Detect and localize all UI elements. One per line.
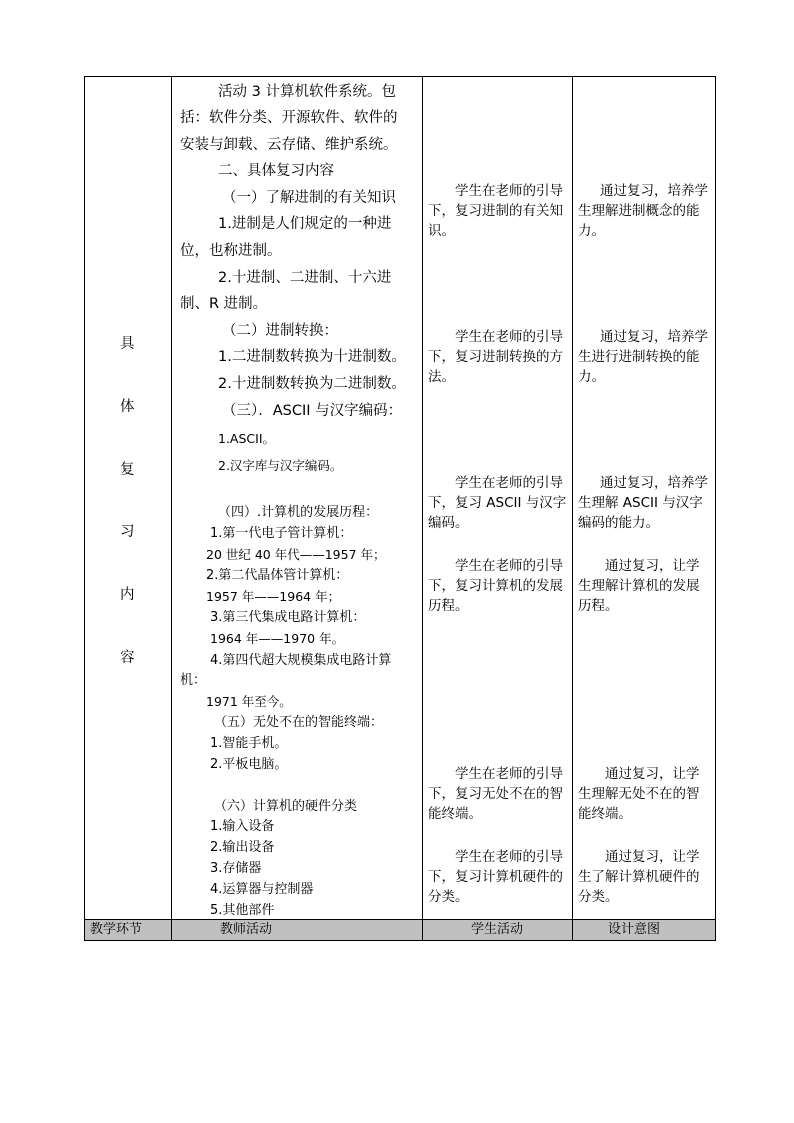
header-div-3: [572, 919, 573, 941]
teacher-line: 1.进制是人们规定的一种进: [218, 216, 392, 232]
table-border-left: [84, 76, 85, 940]
teacher-line: 机：: [180, 673, 207, 688]
design-intent: 通过复习，培养学生进行进制转换的能力。: [578, 329, 708, 385]
row-label-char: 具: [120, 336, 135, 352]
header-div-1: [171, 919, 172, 941]
row-label-char: 容: [120, 650, 135, 666]
teacher-line: 1.二进制数转换为十进制数。: [218, 349, 406, 365]
table-divider-3: [572, 76, 573, 940]
teacher-line: （一）了解进制的有关知识: [222, 190, 396, 206]
header-border-right: [715, 919, 716, 941]
teacher-line: （五）无处不在的智能终端：: [214, 715, 384, 730]
teacher-line: 3.第三代集成电路计算机：: [210, 610, 366, 625]
teacher-line: （三）．ASCII 与汉字编码：: [222, 403, 403, 419]
student-activity: 学生在老师的引导下，复习进制转换的方法。: [428, 329, 563, 385]
student-activity: 学生在老师的引导下，复习无处不在的智能终端。: [428, 766, 563, 822]
design-intent: 通过复习，培养学生理解 ASCII 与汉字编码的能力。: [578, 475, 708, 531]
teacher-line: （六）计算机的硬件分类: [214, 799, 358, 814]
teacher-line: 1.第一代电子管计算机：: [210, 526, 353, 541]
teacher-line: 位，也称进制。: [180, 243, 282, 259]
teacher-line: 2.平板电脑。: [210, 757, 288, 772]
student-activity: 学生在老师的引导下，复习进制的有关知识。: [428, 183, 563, 239]
teacher-line: 2.第二代晶体管计算机：: [206, 568, 349, 583]
student-activity: 学生在老师的引导下，复习计算机的发展历程。: [428, 558, 563, 614]
teacher-line: （二）进制转换：: [222, 323, 338, 339]
row-label-char: 习: [120, 524, 135, 540]
teacher-line: 20 世纪 40 年代——1957 年；: [206, 547, 386, 562]
teacher-line: 1.输入设备: [210, 819, 275, 834]
teacher-line: 1964 年——1970 年。: [210, 631, 345, 646]
table-border-right: [715, 76, 716, 940]
teacher-line: 二、具体复习内容: [218, 163, 334, 179]
header-teaching-stage: 教学环节: [90, 922, 143, 937]
design-intent: 通过复习，培养学生理解进制概念的能力。: [578, 183, 708, 239]
teacher-line: 1957 年——1964 年；: [206, 589, 341, 604]
teacher-line: 制、R 进制。: [180, 296, 268, 312]
row-label-char: 内: [120, 587, 135, 603]
student-activity: 学生在老师的引导下，复习 ASCII 与汉字编码。: [428, 475, 567, 531]
teacher-line: （四）.计算机的发展历程：: [218, 505, 379, 520]
teacher-line: 4.第四代超大规模集成电路计算: [210, 653, 392, 668]
header-border-left: [84, 919, 85, 941]
teacher-line: 1.智能手机。: [210, 736, 288, 751]
header-design-intent: 设计意图: [608, 922, 661, 937]
teacher-line: 1.ASCII。: [218, 431, 276, 446]
teacher-line: 4.运算器与控制器: [210, 882, 314, 897]
teacher-line: 3.存储器: [210, 861, 262, 876]
row-label-char: 复: [120, 462, 135, 478]
teacher-line: 括：软件分类、开源软件、软件的: [180, 110, 398, 126]
teacher-line: 2.十进制、二进制、十六进: [218, 270, 392, 286]
teacher-line: 1971 年至今。: [206, 694, 292, 709]
design-intent: 通过复习，让学生了解计算机硬件的分类。: [578, 849, 700, 905]
teacher-line: 2.汉字库与汉字编码。: [218, 458, 343, 473]
teacher-line: 5.其他部件: [210, 903, 275, 918]
header-teacher-activity: 教师活动: [220, 922, 273, 937]
header-div-2: [422, 919, 423, 941]
design-intent: 通过复习，让学生理解无处不在的智能终端。: [578, 766, 700, 822]
teacher-line: 2.输出设备: [210, 840, 275, 855]
design-intent: 通过复习，让学生理解计算机的发展历程。: [578, 558, 700, 614]
teacher-line: 安装与卸载、云存储、维护系统。: [180, 137, 398, 153]
student-activity: 学生在老师的引导下，复习计算机硬件的分类。: [428, 849, 563, 905]
teacher-line: 2.十进制数转换为二进制数。: [218, 376, 406, 392]
table-border-top: [84, 76, 716, 77]
teacher-line: 活动 3 计算机软件系统。包: [218, 84, 396, 100]
header-student-activity: 学生活动: [471, 922, 524, 937]
table-divider-1: [171, 76, 172, 940]
row-label-char: 体: [120, 399, 135, 415]
table-divider-2: [422, 76, 423, 940]
header-row-bottom-line: [84, 940, 716, 941]
